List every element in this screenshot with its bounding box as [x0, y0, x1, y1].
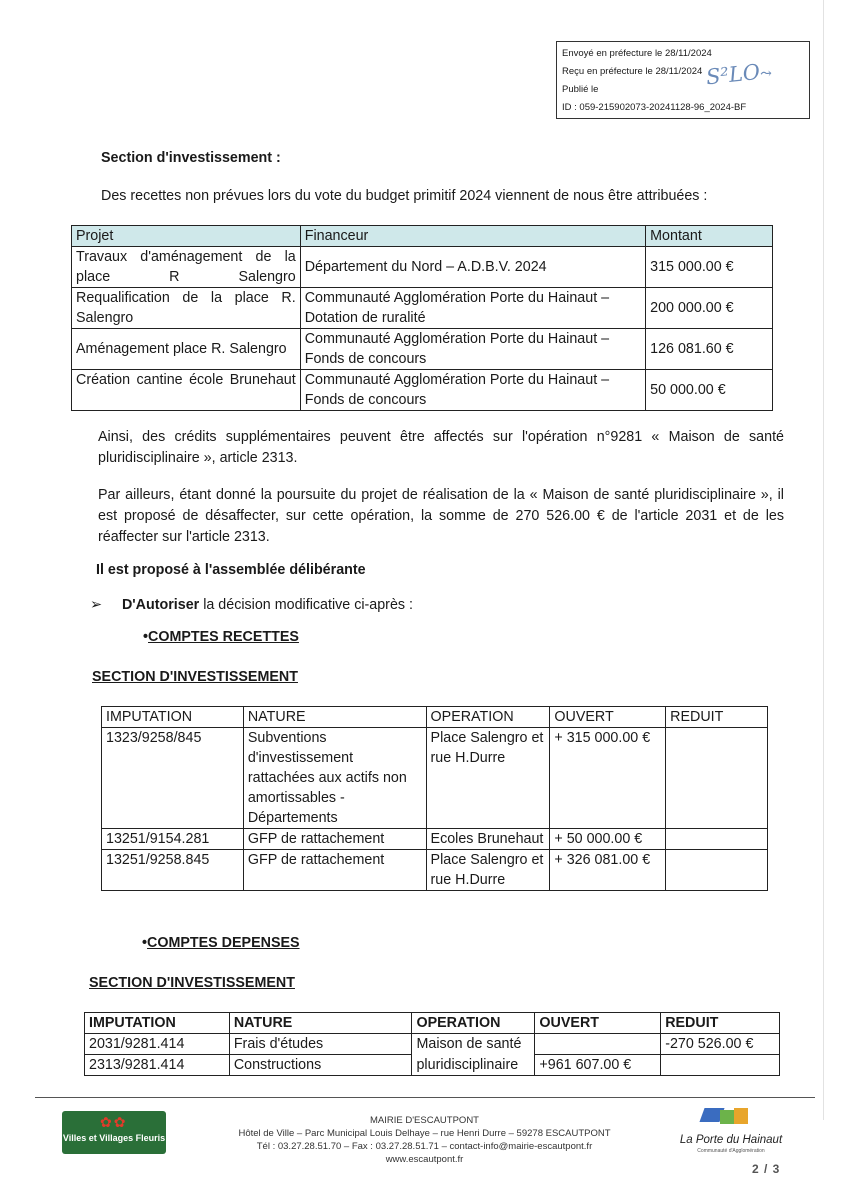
- footer-contact: Tél : 03.27.28.51.70 – Fax : 03.27.28.51.71 – contact-info@mairie-escautpont.fr: [256, 1141, 593, 1152]
- stamp-signature: S²LO⤳: [704, 59, 773, 90]
- table-row: [85, 1034, 780, 1055]
- page-number: 2 / 3: [752, 1162, 781, 1176]
- col-header: OUVERT: [550, 707, 666, 728]
- villes-villages-fleuris-logo: ✿✿ Villes et Villages Fleuris: [62, 1111, 166, 1154]
- table-header-row: [85, 1013, 780, 1034]
- recettes-table: [71, 225, 773, 411]
- operation-cell: Place Salengro et rue H.Durre: [426, 850, 550, 891]
- heading-comptes-depenses: •COMPTES DEPENSES: [142, 935, 300, 951]
- table-header-row: [72, 226, 773, 247]
- authorize-rest: la décision modificative ci-après :: [199, 597, 413, 613]
- col-header: IMPUTATION: [85, 1013, 230, 1034]
- funder-cell: Communauté Agglomération Porte du Hainaut – Dotation de ruralité: [300, 288, 645, 329]
- stamp-received: Reçu en préfecture le 28/11/2024: [562, 66, 703, 77]
- col-header: NATURE: [229, 1013, 412, 1034]
- table-row: [72, 247, 773, 288]
- footer-title: MAIRIE D'ESCAUTPONT: [370, 1115, 479, 1126]
- reduit-cell: -270 526.00 €: [661, 1034, 780, 1055]
- nature-cell: GFP de rattachement: [243, 850, 426, 891]
- porte-du-hainaut-logo: La Porte du Hainaut Communauté d'Agglomération: [676, 1108, 786, 1156]
- footer-divider: [35, 1097, 815, 1098]
- heading-section-invest-depenses: SECTION D'INVESTISSEMENT: [89, 975, 295, 991]
- funder-cell: Département du Nord – A.D.B.V. 2024: [300, 247, 645, 288]
- stamp-id: ID : 059-215902073-20241128-96_2024-BF: [562, 102, 747, 113]
- stamp-sent: Envoyé en préfecture le 28/11/2024: [562, 48, 712, 59]
- nature-cell: Frais d'études: [229, 1034, 412, 1055]
- table-row: [72, 370, 773, 411]
- nature-cell: Constructions: [229, 1055, 412, 1076]
- table-header-row: [102, 707, 768, 728]
- arrow-bullet-icon: ➢: [90, 597, 102, 613]
- imputation-cell: 1323/9258/845: [102, 728, 244, 829]
- paragraph-reaffectation: Par ailleurs, étant donné la poursuite du projet de réalisation de la « Maison de santé pluridisciplinaire », il est proposé de désaffecter, sur cette opération, la somme de 270 526.00 € de l'article 2031 et de les réaffecter sur l'article 2313.: [98, 487, 784, 545]
- table-row: [85, 1055, 780, 1076]
- ouvert-cell: + 326 081.00 €: [550, 850, 666, 891]
- ouvert-cell: [535, 1034, 661, 1055]
- authorize-line: [90, 595, 413, 616]
- project-cell: Travaux d'aménagement de la place R Salengro: [72, 247, 301, 288]
- col-header: OPERATION: [426, 707, 550, 728]
- reduit-cell: [666, 829, 768, 850]
- operation-cell: pluridisciplinaire: [412, 1055, 535, 1076]
- operation-cell: Place Salengro et rue H.Durre: [426, 728, 550, 829]
- reduit-cell: [661, 1055, 780, 1076]
- proposal-title: Il est proposé à l'assemblée délibérante: [96, 562, 366, 578]
- nature-cell: Subventions d'investissement rattachées aux actifs non amortissables - Départements: [243, 728, 426, 829]
- reduit-cell: [666, 728, 768, 829]
- heading-section-invest-recettes: SECTION D'INVESTISSEMENT: [92, 669, 298, 685]
- funder-cell: Communauté Agglomération Porte du Hainaut – Fonds de concours: [300, 370, 645, 411]
- col-header: REDUIT: [666, 707, 768, 728]
- funder-cell: Communauté Agglomération Porte du Hainaut – Fonds de concours: [300, 329, 645, 370]
- dm-depenses-table: [84, 1012, 780, 1076]
- project-cell: Requalification de la place R. Salengro: [72, 288, 301, 329]
- col-header: OUVERT: [535, 1013, 661, 1034]
- imputation-cell: 2313/9281.414: [85, 1055, 230, 1076]
- col-header: Projet: [72, 226, 301, 247]
- table-row: [102, 728, 768, 829]
- col-header: Financeur: [300, 226, 645, 247]
- section-title: Section d'investissement :: [101, 150, 281, 166]
- footer-address: Hôtel de Ville – Parc Municipal Louis Delhaye – rue Henri Durre – 59278 ESCAUTPONT: [238, 1128, 611, 1139]
- ouvert-cell: + 50 000.00 €: [550, 829, 666, 850]
- page-edge-line: [823, 0, 824, 1120]
- stamp-published: Publié le: [562, 84, 599, 95]
- ouvert-cell: +961 607.00 €: [535, 1055, 661, 1076]
- col-header: IMPUTATION: [102, 707, 244, 728]
- reduit-cell: [666, 850, 768, 891]
- col-header: REDUIT: [661, 1013, 780, 1034]
- ouvert-cell: + 315 000.00 €: [550, 728, 666, 829]
- operation-cell: Ecoles Brunehaut: [426, 829, 550, 850]
- col-header: OPERATION: [412, 1013, 535, 1034]
- amount-cell: 315 000.00 €: [646, 247, 773, 288]
- table-row: [102, 850, 768, 891]
- footer-website: www.escautpont.fr: [385, 1154, 464, 1165]
- table-row: [72, 329, 773, 370]
- nature-cell: GFP de rattachement: [243, 829, 426, 850]
- footer-address-block: [200, 1114, 649, 1166]
- authorize-verb: D'Autoriser: [121, 597, 200, 613]
- paragraph-credits: Ainsi, des crédits supplémentaires peuvent être affectés sur l'opération n°9281 « Maison de santé pluridisciplinaire », article 2313.: [98, 429, 784, 466]
- amount-cell: 50 000.00 €: [646, 370, 773, 411]
- col-header: Montant: [646, 226, 773, 247]
- project-cell: Aménagement place R. Salengro: [72, 329, 301, 370]
- flower-icon: ✿✿: [100, 1114, 128, 1130]
- table-row: [102, 829, 768, 850]
- amount-cell: 200 000.00 €: [646, 288, 773, 329]
- imputation-cell: 13251/9258.845: [102, 850, 244, 891]
- project-cell: Création cantine école Brunehaut: [72, 370, 301, 411]
- bullet-icon: •: [143, 629, 149, 645]
- operation-cell: Maison de santé: [412, 1034, 535, 1055]
- bullet-icon: •: [142, 935, 148, 951]
- dm-recettes-table: [101, 706, 768, 891]
- col-header: NATURE: [243, 707, 426, 728]
- amount-cell: 126 081.60 €: [646, 329, 773, 370]
- heading-comptes-recettes: •COMPTES RECETTES: [143, 629, 299, 645]
- table-row: [72, 288, 773, 329]
- imputation-cell: 2031/9281.414: [85, 1034, 230, 1055]
- intro-text: Des recettes non prévues lors du vote du budget primitif 2024 viennent de nous être attribuées :: [101, 188, 708, 204]
- imputation-cell: 13251/9154.281: [102, 829, 244, 850]
